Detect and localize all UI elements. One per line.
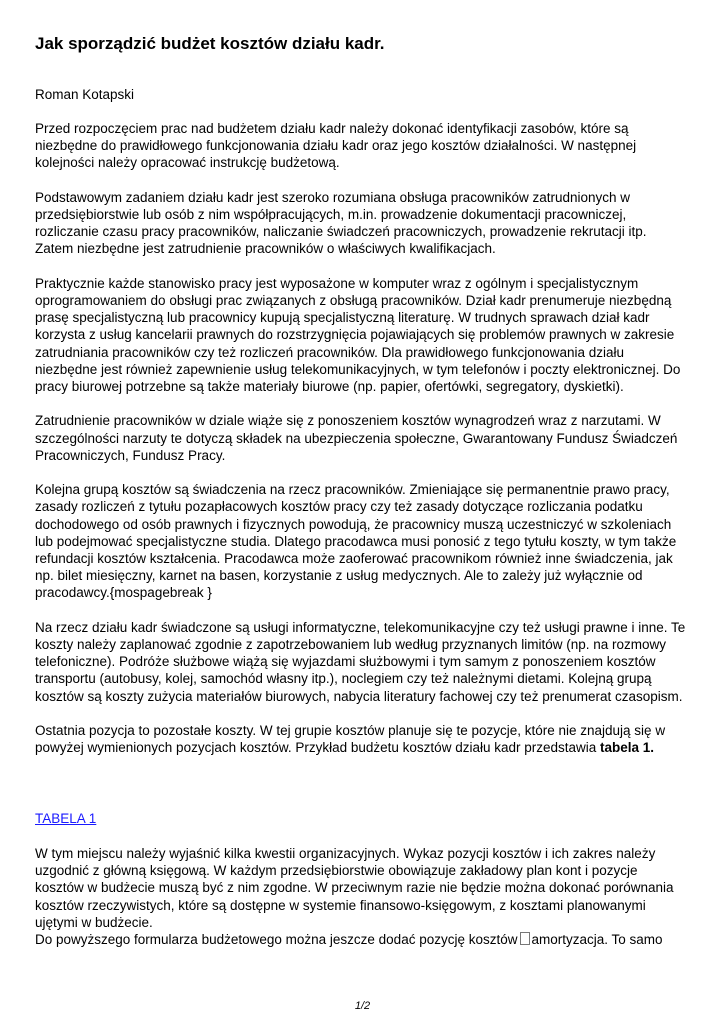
document-title: Jak sporządzić budżet kosztów działu kadr. (35, 34, 385, 53)
text-line: refundacji kosztów kształcenia. Pracodawca może zaoferować pracownikom również inne świadczenia, jak (35, 551, 673, 567)
table-reference: tabela 1. (600, 740, 655, 756)
table-1-link[interactable]: TABELA 1 (35, 811, 97, 826)
text-line: niezbędne do prawidłowego funkcjonowania działu kadr oraz jego kosztów działalności. W następnej (35, 138, 637, 154)
text-line: ujętymi w budżecie. (35, 914, 153, 930)
paragraph (35, 189, 695, 258)
text-line: dochodowego od osób prawnych i fizycznych powodują, że pracownicy muszą uczestniczyć w szkoleniach (35, 516, 672, 532)
text-line: zasady rozliczeń z tytułu pozapłacowych kosztów pracy czy też zasady dotyczące rozliczania podatku (35, 499, 643, 515)
page-number: 1/2 (354, 1000, 371, 1012)
text-line: pracy biurowej potrzebne są także materiały biurowe (np. papier, ofertówki, segregatory, dyskietki). (35, 379, 624, 395)
text-line: Przed rozpoczęciem prac nad budżetem działu kadr należy dokonać identyfikacji zasobów, które są (35, 121, 629, 136)
text-segment: amortyzacja. To samo (531, 932, 663, 948)
table-link-container (35, 810, 96, 827)
paragraph (35, 412, 695, 464)
text-line: kosztów w budżecie muszą być z nim zgodne. W przeciwnym razie nie będzie można dokonać porównania (35, 880, 674, 896)
document-body-continued (35, 845, 695, 948)
text-line: szczególności narzuty te dotyczą składek na ubezpieczenia społeczne, Gwarantowany Fundusz Świadczeń (35, 430, 678, 446)
text-line: W tym miejscu należy wyjaśnić kilka kwestii organizacyjnych. Wykaz pozycji kosztów i ich zakres należy (35, 846, 656, 861)
paragraph (35, 275, 695, 395)
text-segment: Do powyższego formularza budżetowego można jeszcze dodać pozycję kosztów (35, 932, 518, 948)
text-line: lub podejmować specjalistyczne studia. Dlatego pracodawca musi ponosić z tego tytułu koszty, w tym także (35, 533, 677, 549)
text-line: kosztów są koszty zużycia materiałów biurowych, nabycia literatury fachowej czy też prenumerat czasopism. (35, 688, 683, 704)
text-line: prasę specjalistyczną lub pracownicy kupują specjalistyczną literaturę. W trudnych sprawach dział kadr (35, 310, 650, 326)
text-line: koszty należy zaplanować zgodnie z zapotrzebowaniem lub według przyznanych limitów (np. na rozmowy (35, 637, 667, 653)
text-line: kosztów rzeczywistych, które są dostępne w systemie finansowo-księgowym, z kosztami planowanymi (35, 897, 646, 913)
text-line: zatrudniania pracowników czy też rozliczeń pracowników. Dla prawidłowego funkcjonowania działu (35, 344, 625, 360)
text-line (35, 931, 695, 948)
paragraph (35, 481, 695, 601)
paragraph (35, 722, 695, 756)
text-line: Praktycznie każde stanowisko pracy jest wyposażone w komputer wraz z ogólnym i specjalistycznym (35, 275, 639, 291)
paragraph (35, 619, 695, 705)
text-line: Pracowniczych, Fundusz Pracy. (35, 447, 226, 463)
text-line: uzgodnić z główną księgową. W każdym przedsiębiorstwie obowiązuje zakładowy plan kont i pozycje (35, 863, 638, 879)
document-author: Roman Kotapski (35, 87, 135, 102)
text-line: Zatem niezbędne jest zatrudnienie pracowników o właściwych kwalifikacjach. (35, 241, 496, 257)
text-segment: powyżej wymienionych pozycjach kosztów. Przykład budżetu kosztów działu kadr przedstawia (35, 740, 601, 756)
text-line: kolejności należy opracować instrukcję budżetową. (35, 155, 340, 171)
paragraph (35, 120, 695, 172)
text-line: Na rzecz działu kadr świadczone są usługi informatyczne, telekomunikacyjne czy też usługi prawne i inne. Te (35, 619, 686, 635)
document-body (35, 120, 695, 774)
text-line: transportu (autobusy, kolej, samochód własny itp.), noclegiem czy też należnymi dietami. Kolejną grupą (35, 671, 652, 687)
paragraph (35, 845, 695, 948)
text-line: przedsiębiorstwie lub osób z nim współpracujących, m.in. prowadzenie dokumentacji pracowniczej, (35, 207, 627, 222)
text-line: oprogramowaniem do obsługi prac związanych z obsługą pracowników. Dział kadr prenumeruje niezbędną (35, 293, 672, 308)
text-line: niezbędne jest również zapewnienie usług telekomunikacyjnych, w tym telefonów i poczty elektronicznej. Do (35, 361, 681, 377)
text-line: rozliczanie czasu pracy pracowników, naliczanie świadczeń pracowniczych, prowadzenie rekrutacji itp. (35, 224, 647, 240)
text-line: telefoniczne). Podróże służbowe wiążą się wyjazdami służbowymi i tym samym z ponoszeniem kosztów (35, 654, 656, 670)
missing-glyph-icon (520, 932, 530, 945)
text-line: Zatrudnienie pracowników w dziale wiąże się z ponoszeniem kosztów wynagrodzeń wraz z narzutami. W (35, 413, 661, 429)
text-line: pracodawcy.{mospagebreak } (35, 585, 212, 601)
text-line: np. bilet miesięczny, karnet na basen, korzystanie z usług medycznych. Ale to zależy już wyłącznie od (35, 568, 643, 584)
text-line: korzysta z usług kancelarii prawnych do rozstrzygnięcia pojawiających się problemów prawnych w zakresie (35, 327, 675, 343)
text-line: Kolejna grupą kosztów są świadczenia na rzecz pracowników. Zmieniające się permanentnie prawo pracy, (35, 482, 670, 498)
text-line (35, 739, 695, 756)
text-line: Ostatnia pozycja to pozostałe koszty. W tej grupie kosztów planuje się te pozycje, które nie znajdują się w (35, 723, 666, 739)
text-line: Podstawowym zadaniem działu kadr jest szeroko rozumiana obsługa pracowników zatrudnionych w (35, 189, 631, 205)
